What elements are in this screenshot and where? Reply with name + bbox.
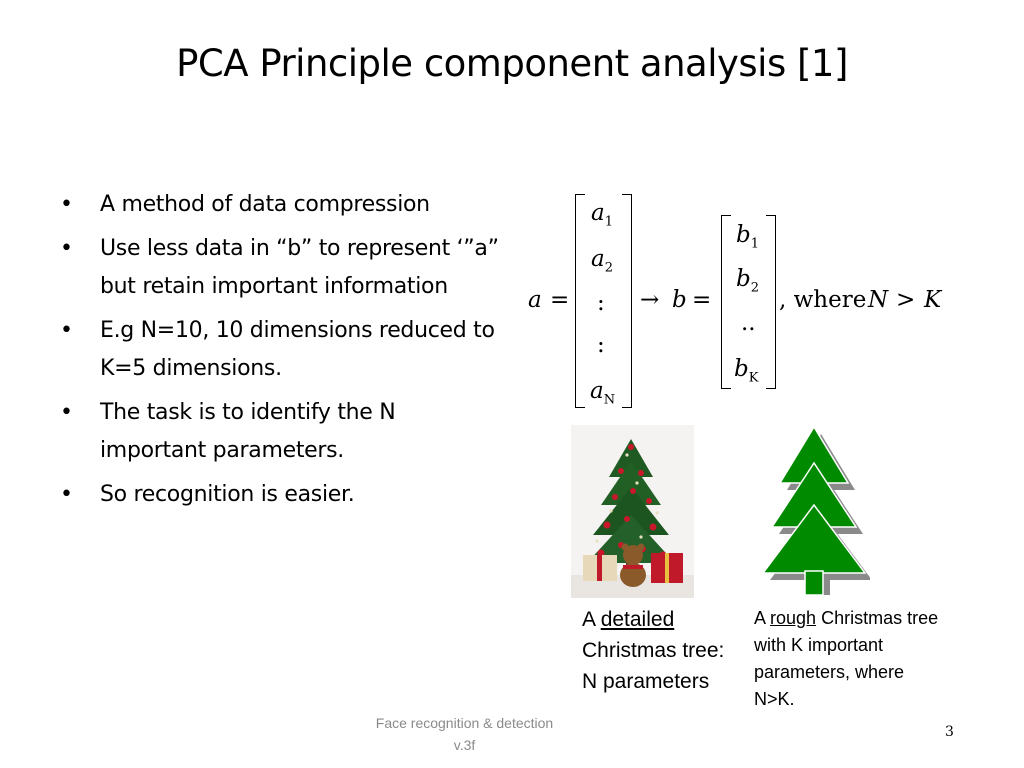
detailed-tree-caption: A detailed Christmas tree: N parameters [582,608,725,693]
greater-than: > [896,287,916,313]
vector-a-entry: $a_N$ [590,378,616,408]
vector-b-entry: .. [741,310,756,336]
christmas-tree-photo [571,425,694,598]
rhs-variable: b [672,287,687,313]
bullet-item: • E.g N=10, 10 dimensions reduced to K=5 dimensions. [58,312,508,388]
rough-tree-icon [762,425,870,600]
equals-sign: = [692,287,712,313]
left-bracket-b [721,215,731,389]
where-text: , where [779,287,867,313]
vector-a-entry: : [597,332,605,358]
vector-a-entry: $a_1$ [591,200,613,230]
footer-version: v.3f [453,737,476,753]
condition-k: K [924,287,942,313]
detailed-word: detailed [600,608,675,631]
rough-word: rough [770,608,817,628]
vector-a-entry: $a_2$ [591,246,613,276]
vector-a-entry: : [597,290,605,316]
footer-title: Face recognition & detection [375,715,554,731]
bullet-item: • Use less data in “b” to represent ‘”a” but retain important information [58,230,508,306]
vector-b-entry: $b_2$ [736,266,760,296]
slide-title: PCA Principle component analysis [1] [176,42,848,85]
rough-tree-caption: A rough Christmas tree with K important parameters, where N>K. [754,608,939,709]
arrow-icon: → [640,287,660,313]
bullet-item: • A method of data compression [58,186,508,224]
right-bracket-b [766,215,776,389]
footer-text [352,712,577,756]
right-bracket-a [622,194,632,408]
lhs-variable: a [528,287,542,313]
vector-b-entry: $b_1$ [736,222,760,252]
page-number: 3 [945,724,954,740]
bullet-list [58,186,508,520]
bullet-item: • The task is to identify the N important parameters. [58,394,508,470]
left-bracket-a [575,194,585,408]
bullet-item: • So recognition is easier. [58,476,508,514]
condition-n: N [868,287,889,313]
equals-sign: = [550,287,570,313]
vector-b-entry: $b_K$ [734,356,759,386]
